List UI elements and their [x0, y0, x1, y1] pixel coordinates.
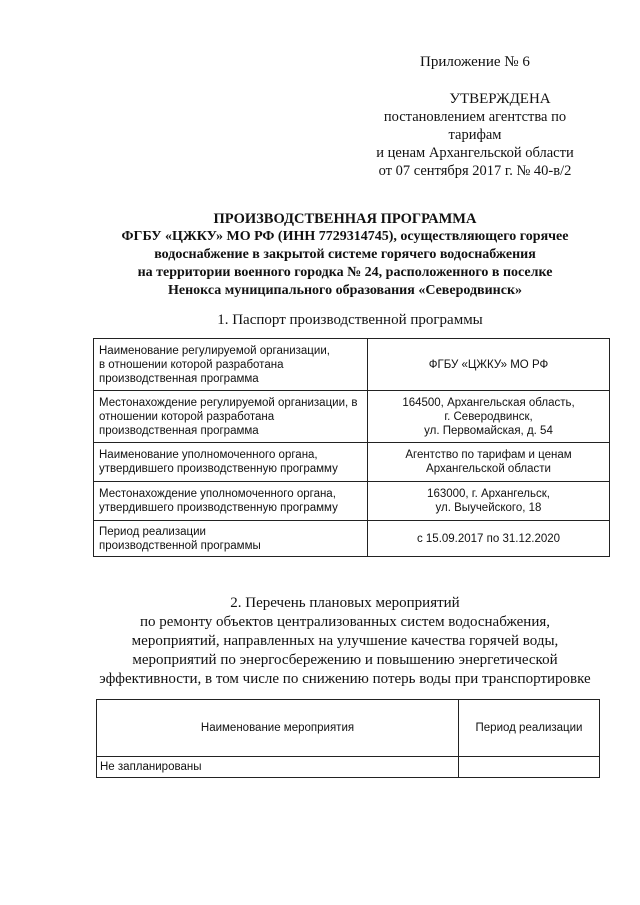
value-line: Агентство по тарифам и ценам — [405, 449, 572, 461]
table-row — [94, 521, 610, 557]
row-label — [94, 391, 368, 443]
approval-line: постановлением агентства по тарифам — [383, 109, 567, 143]
title-line: ФГБУ «ЦЖКУ» МО РФ (ИНН 7729314745), осуществляющего горячее — [121, 229, 569, 244]
value-line: ул. Первомайская, д. 54 — [424, 424, 553, 437]
label-line: утвердившего производственную программу — [99, 502, 338, 514]
table-cell: Не запланированы — [97, 757, 459, 778]
label-line: Местонахождение уполномоченного органа, — [99, 488, 336, 500]
table-row — [94, 482, 610, 521]
approved-heading: УТВЕРЖДЕНА — [449, 91, 551, 107]
section2-title-line: мероприятий, направленных на улучшение качества горячей воды, — [131, 633, 559, 649]
table-row — [94, 391, 610, 443]
label-line: Местонахождение регулируемой организации, в — [99, 396, 358, 409]
document-title — [80, 210, 610, 300]
column-header: Наименование мероприятия — [97, 700, 459, 757]
row-value — [368, 482, 610, 521]
table-cell — [459, 757, 600, 778]
title-line: на территории военного городка № 24, расположенного в поселке — [137, 265, 553, 280]
label-line: производственная программа — [99, 372, 259, 385]
title-line: водоснабжение в закрытой системе горячего водоснабжения — [154, 247, 536, 262]
row-value — [368, 339, 610, 391]
value-line: ФГБУ «ЦЖКУ» МО РФ — [428, 358, 549, 371]
row-label — [94, 521, 368, 557]
table-row — [94, 339, 610, 391]
title-line: Ненокса муниципального образования «Северодвинск» — [167, 283, 523, 298]
row-value — [368, 521, 610, 557]
row-label — [94, 443, 368, 482]
table-row — [97, 757, 600, 778]
passport-table — [93, 338, 610, 557]
section2-title-line: по ремонту объектов централизованных систем водоснабжения, — [139, 614, 550, 630]
label-line: Наименование уполномоченного органа, — [99, 449, 318, 461]
row-label — [94, 482, 368, 521]
value-line: Архангельской области — [426, 463, 551, 475]
section2-title-line: эффективности, в том числе по снижению потерь воды при транспортировке — [99, 671, 591, 687]
label-line: утвердившего производственную программу — [99, 463, 338, 475]
appendix-number: Приложение № 6 — [420, 54, 530, 70]
approval-line: и ценам Архангельской области — [376, 145, 574, 161]
table-header-row — [97, 700, 600, 757]
row-value — [368, 443, 610, 482]
section2-title-line: 2. Перечень плановых мероприятий — [230, 595, 460, 611]
label-line: Наименование регулируемой организации, — [99, 344, 330, 357]
value-line: ул. Выучейского, 18 — [435, 502, 542, 514]
approval-line: от 07 сентября 2017 г. № 40-в/2 — [378, 163, 572, 179]
measures-table — [96, 699, 600, 778]
row-value — [368, 391, 610, 443]
value-line: с 15.09.2017 по 31.12.2020 — [416, 532, 561, 545]
row-label — [94, 339, 368, 391]
approval-block — [330, 90, 590, 180]
section1-title: 1. Паспорт производственной программы — [217, 312, 483, 328]
section2-title — [80, 594, 610, 689]
label-line: Период реализации — [99, 525, 206, 538]
label-line: отношении которой разработана — [99, 410, 275, 423]
section2-title-line: мероприятий по энергосбережению и повышению энергетической — [132, 652, 558, 668]
value-line: 164500, Архангельская область, — [402, 396, 575, 409]
label-line: производственная программа — [99, 424, 259, 437]
title-line: ПРОИЗВОДСТВЕННАЯ ПРОГРАММА — [213, 211, 477, 227]
value-line: г. Северодвинск, — [444, 410, 533, 423]
table-row — [94, 443, 610, 482]
column-header: Период реализации — [459, 700, 600, 757]
label-line: в отношении которой разработана — [99, 358, 284, 371]
label-line: производственной программы — [99, 539, 261, 552]
value-line: 163000, г. Архангельск, — [427, 488, 550, 500]
